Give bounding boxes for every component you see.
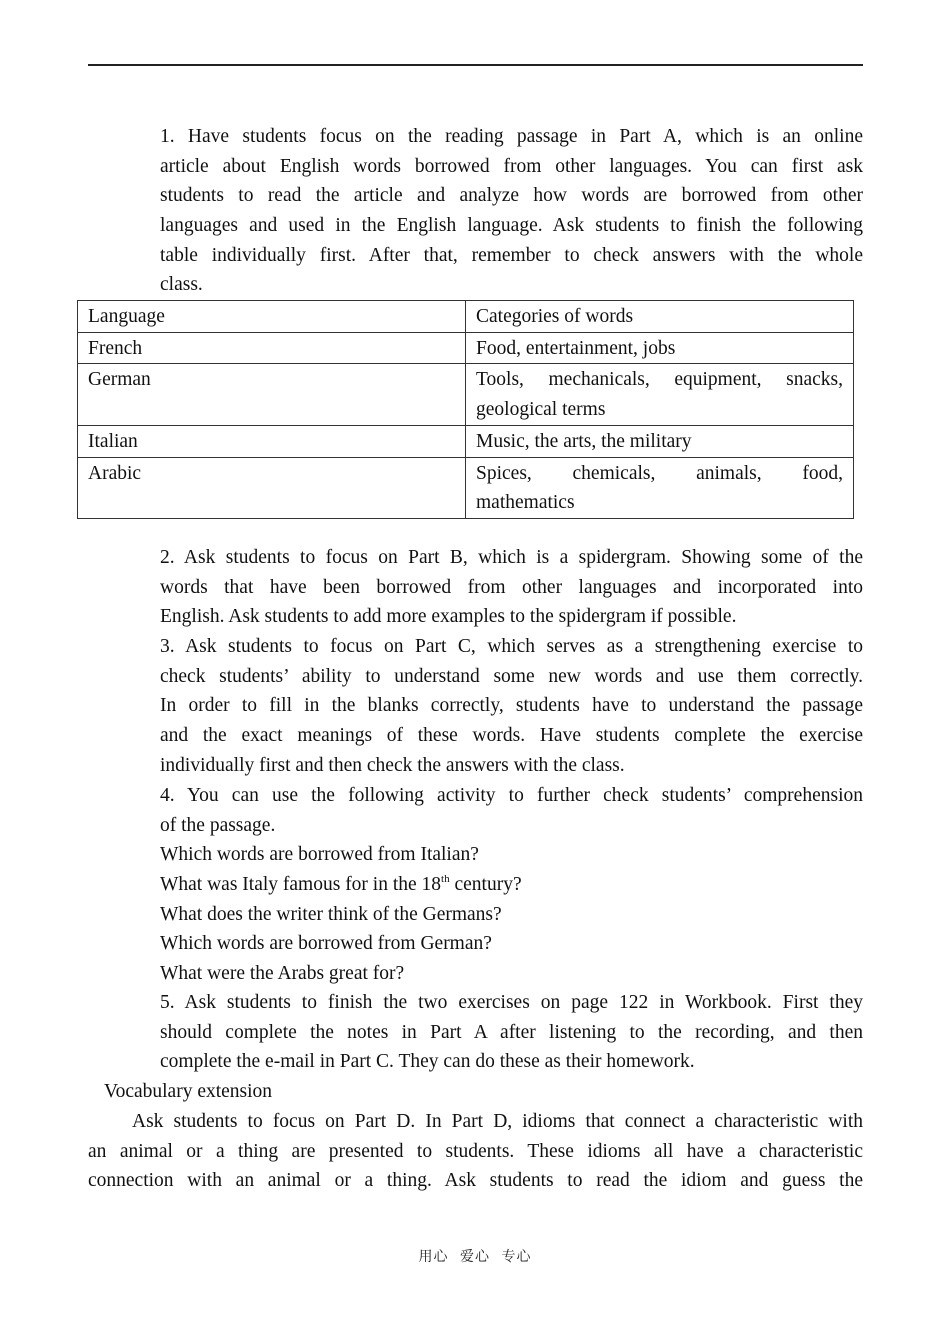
text-line: Ask students to focus on Part D. In Part D, idioms that connect a characteristic with bbox=[132, 1111, 863, 1132]
footer-item: 专心 bbox=[501, 1249, 532, 1265]
step-3-paragraph bbox=[160, 632, 863, 780]
table-row bbox=[78, 364, 854, 425]
language-categories-table bbox=[77, 300, 854, 519]
text-line: class. bbox=[160, 274, 203, 296]
cell-language: Italian bbox=[78, 425, 466, 457]
cell-line: Food, entertainment, jobs bbox=[476, 337, 676, 359]
text-line: connection with an animal or a thing. Ask students to read the idiom and guess the bbox=[88, 1170, 863, 1192]
footer-item: 用心 bbox=[418, 1249, 449, 1265]
text-line: of the passage. bbox=[160, 814, 276, 836]
vocabulary-paragraph bbox=[88, 1107, 863, 1196]
table-header-row bbox=[78, 301, 854, 333]
question-2 bbox=[160, 870, 863, 900]
text-line: students to read the article and analyze how words are borrowed from other bbox=[160, 185, 863, 207]
header-categories: Categories of words bbox=[466, 301, 854, 333]
text-line: should complete the notes in Part A after listening to the recording, and then bbox=[160, 1021, 863, 1043]
cell-line: Music, the arts, the military bbox=[476, 430, 692, 452]
step-5-paragraph bbox=[160, 988, 863, 1077]
ordinal-superscript: th bbox=[441, 873, 450, 886]
cell-line: geological terms bbox=[476, 399, 606, 421]
cell-line: mathematics bbox=[476, 492, 575, 514]
text-line: words that have been borrowed from other languages and incorporated into bbox=[160, 576, 863, 598]
table-row bbox=[78, 425, 854, 457]
text-line: an animal or a thing are presented to students. These idioms all have a characteristic bbox=[88, 1140, 863, 1162]
text-line: individually first and then check the answers with the class. bbox=[160, 754, 625, 776]
text-line: check students’ ability to understand some new words and use them correctly. bbox=[160, 665, 863, 687]
cell-line: Spices, chemicals, animals, food, bbox=[476, 462, 843, 484]
text-line: 2. Ask students to focus on Part B, which is a spidergram. Showing some of the bbox=[160, 547, 863, 568]
step-4-paragraph bbox=[160, 781, 863, 989]
text-line: 1. Have students focus on the reading passage in Part A, which is an online bbox=[160, 126, 863, 147]
cell-categories bbox=[466, 425, 854, 457]
header-rule bbox=[88, 64, 863, 66]
question-5: What were the Arabs great for? bbox=[160, 963, 405, 985]
text-line: In order to fill in the blanks correctly, students have to understand the passage bbox=[160, 695, 863, 717]
text-line: article about English words borrowed from other languages. You can first ask bbox=[160, 155, 863, 177]
text-line: complete the e-mail in Part C. They can do these as their homework. bbox=[160, 1051, 695, 1073]
cell-categories bbox=[466, 332, 854, 364]
text-line: English. Ask students to add more examples to the spidergram if possible. bbox=[160, 606, 737, 628]
text-line: 3. Ask students to focus on Part C, which serves as a strengthening exercise to bbox=[160, 636, 863, 657]
question-3: What does the writer think of the Germans? bbox=[160, 903, 502, 925]
text-line: languages and used in the English language. Ask students to finish the following bbox=[160, 215, 863, 237]
cell-language: German bbox=[78, 364, 466, 425]
question-1: Which words are borrowed from Italian? bbox=[160, 844, 479, 866]
table-row bbox=[78, 457, 854, 518]
vocabulary-extension-heading: Vocabulary extension bbox=[104, 1081, 273, 1102]
step-1-paragraph bbox=[160, 122, 863, 300]
cell-language: French bbox=[78, 332, 466, 364]
table-row bbox=[78, 332, 854, 364]
text-line: 4. You can use the following activity to further check students’ comprehension bbox=[160, 785, 863, 806]
footer-item: 爱心 bbox=[460, 1249, 490, 1265]
page-footer bbox=[0, 1246, 950, 1266]
step-2-paragraph bbox=[160, 543, 863, 632]
cell-categories bbox=[466, 364, 854, 425]
question-4: Which words are borrowed from German? bbox=[160, 933, 492, 955]
cell-line: Tools, mechanicals, equipment, snacks, bbox=[476, 369, 843, 391]
text-line: table individually first. After that, remember to check answers with the whole bbox=[160, 244, 863, 266]
cell-categories bbox=[466, 457, 854, 518]
text-line: and the exact meanings of these words. Have students complete the exercise bbox=[160, 725, 863, 747]
header-language: Language bbox=[78, 301, 466, 333]
text-line: 5. Ask students to finish the two exercises on page 122 in Workbook. First they bbox=[160, 992, 863, 1013]
cell-language: Arabic bbox=[78, 457, 466, 518]
question-2-text: What was Italy famous for in the 18 bbox=[160, 874, 442, 896]
question-2-text-end: century? bbox=[449, 874, 522, 896]
